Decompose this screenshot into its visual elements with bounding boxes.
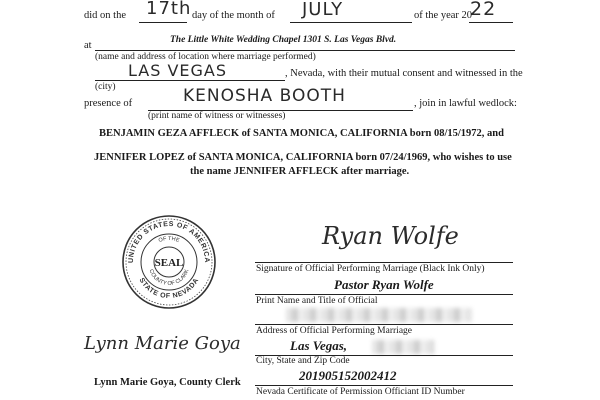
address-caption: Address of Official Performing Marriage bbox=[256, 326, 412, 336]
seal-center-text: SEAL bbox=[154, 257, 184, 269]
day-line bbox=[139, 22, 187, 23]
city-value: LAS VEGAS bbox=[128, 61, 228, 80]
officiant-city: Las Vegas, bbox=[290, 338, 348, 353]
name-line bbox=[255, 294, 513, 295]
witness-value: KENOSHA BOOTH bbox=[183, 86, 346, 106]
signature-line bbox=[255, 262, 513, 263]
day-value: 17th bbox=[146, 0, 192, 19]
year-line bbox=[469, 22, 513, 23]
location-caption: (name and address of location where marriage performed) bbox=[95, 52, 316, 62]
party-one: BENJAMIN GEZA AFFLECK of SANTA MONICA, CALIFORNIA born 08/15/1972, and bbox=[99, 128, 504, 139]
signature-caption: Signature of Official Performing Marriage (Black Ink Only) bbox=[256, 264, 485, 274]
party-two-line-2: the name JENNIFER AFFLECK after marriage. bbox=[190, 166, 410, 177]
city-line bbox=[95, 80, 285, 81]
year-value: 22 bbox=[470, 0, 497, 20]
witness-suffix: , join in lawful wedlock: bbox=[414, 98, 517, 109]
certificate-caption: Nevada Certificate of Permission Officiant ID Number bbox=[256, 387, 465, 397]
seal-graphic bbox=[120, 213, 218, 311]
location-value: The Little White Wedding Chapel 1301 S. Las Vegas Blvd. bbox=[170, 35, 397, 45]
party-two-line-1: JENNIFER LOPEZ of SANTA MONICA, CALIFORNIA born 07/24/1969, who wishes to use bbox=[94, 152, 512, 163]
clerk-name: Lynn Marie Goya, County Clerk bbox=[94, 377, 241, 388]
address-line bbox=[255, 324, 513, 325]
at-label: at bbox=[84, 40, 92, 51]
officiant-signature: Ryan Wolfe bbox=[322, 222, 459, 250]
officiant-certificate-id: 201905152002412 bbox=[299, 368, 397, 383]
officiant-name-title: Pastor Ryan Wolfe bbox=[334, 277, 434, 292]
day-of-month-label: day of the month of bbox=[192, 10, 275, 21]
year-label: of the year 20 bbox=[414, 10, 473, 21]
city-caption: (city) bbox=[95, 82, 116, 92]
clerk-signature: Lynn Marie Goya bbox=[84, 333, 241, 354]
seal-ring-top: UNITED STATES OF AMERICA bbox=[127, 220, 211, 264]
did-on-label: did on the bbox=[84, 10, 126, 21]
seal-ring-bottom: STATE OF NEVADA bbox=[137, 276, 201, 301]
presence-of-label: presence of bbox=[84, 98, 133, 109]
month-value: JULY bbox=[302, 0, 344, 20]
redacted-city-zip bbox=[372, 340, 434, 354]
city-state-caption: City, State and Zip Code bbox=[256, 356, 350, 366]
location-line bbox=[95, 50, 515, 51]
county-seal bbox=[120, 213, 218, 311]
month-line bbox=[290, 22, 412, 23]
seal-of-the: OF THE bbox=[157, 235, 181, 245]
name-caption: Print Name and Title of Official bbox=[256, 296, 378, 306]
seal-inner: COUNTY OF CLARK bbox=[147, 268, 191, 288]
certificate-line bbox=[255, 385, 513, 386]
witness-caption: (print name of witness or witnesses) bbox=[148, 111, 286, 121]
redacted-address bbox=[286, 308, 472, 322]
city-suffix: , Nevada, with their mutual consent and witnessed in the bbox=[285, 68, 523, 79]
